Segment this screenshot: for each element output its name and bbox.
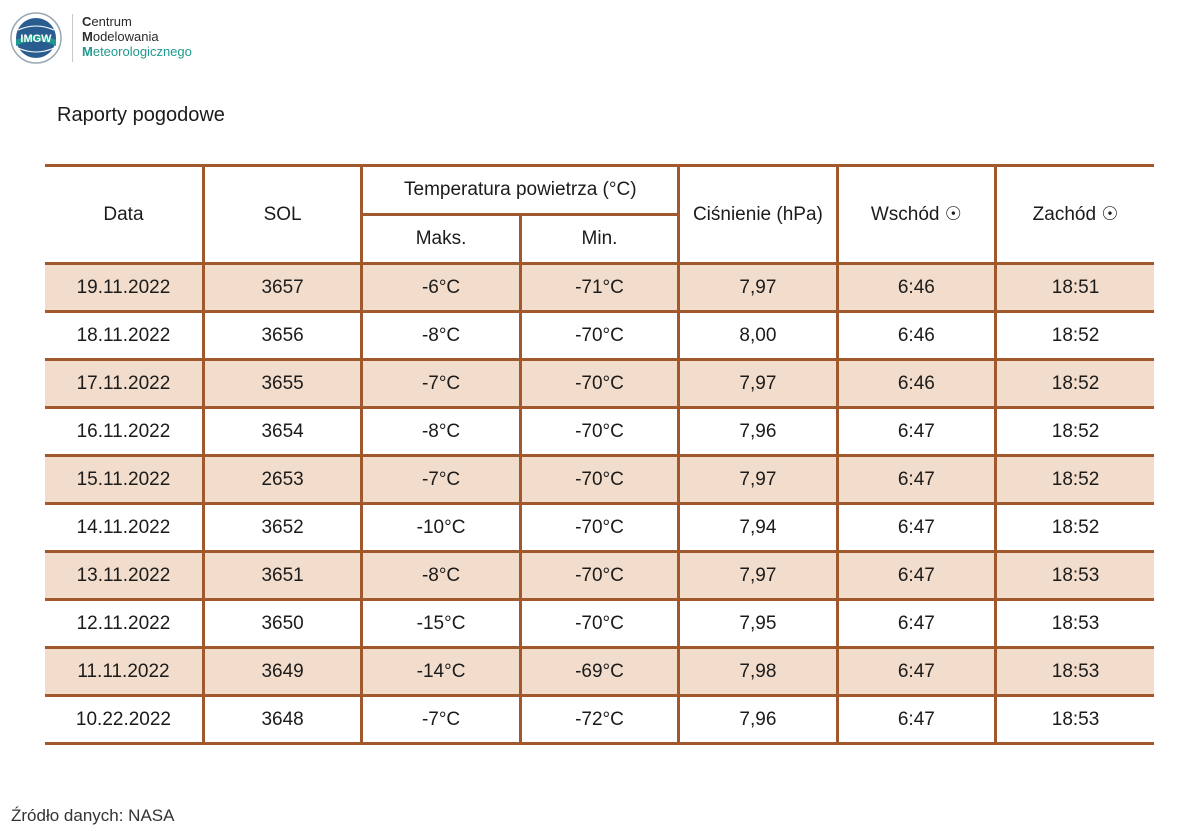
cell-sunset: 18:53 xyxy=(996,696,1154,744)
header-min: Min. xyxy=(520,215,678,264)
logo-divider xyxy=(72,14,73,62)
cell-sunrise: 6:47 xyxy=(837,696,995,744)
data-source: Źródło danych: NASA xyxy=(11,806,175,825)
cell-sunrise: 6:46 xyxy=(837,360,995,408)
cell-pressure: 8,00 xyxy=(679,312,837,360)
header-sunset: Zachód ☉ xyxy=(996,166,1154,264)
cell-sunrise: 6:47 xyxy=(837,552,995,600)
cell-temp-max: -14°C xyxy=(362,648,520,696)
cell-sunrise: 6:47 xyxy=(837,504,995,552)
table-row xyxy=(45,456,1154,504)
cell-pressure: 7,97 xyxy=(679,360,837,408)
cell-temp-max: -6°C xyxy=(362,264,520,312)
cell-date: 19.11.2022 xyxy=(45,264,203,312)
cell-sunrise: 6:46 xyxy=(837,312,995,360)
cell-temp-max: -15°C xyxy=(362,600,520,648)
header-sunrise: Wschód ☉ xyxy=(837,166,995,264)
header-date: Data xyxy=(45,166,203,264)
cell-pressure: 7,97 xyxy=(679,264,837,312)
cell-date: 11.11.2022 xyxy=(45,648,203,696)
cell-sunrise: 6:47 xyxy=(837,408,995,456)
cell-temp-min: -71°C xyxy=(520,264,678,312)
cell-sunset: 18:51 xyxy=(996,264,1154,312)
cell-temp-max: -7°C xyxy=(362,360,520,408)
cell-temp-min: -70°C xyxy=(520,360,678,408)
cell-temp-max: -8°C xyxy=(362,408,520,456)
cell-temp-min: -70°C xyxy=(520,312,678,360)
table-row xyxy=(45,504,1154,552)
table-row xyxy=(45,360,1154,408)
cell-temp-min: -70°C xyxy=(520,504,678,552)
cell-pressure: 7,95 xyxy=(679,600,837,648)
cell-sunrise: 6:47 xyxy=(837,648,995,696)
cell-temp-min: -72°C xyxy=(520,696,678,744)
cell-sol: 3648 xyxy=(203,696,361,744)
cell-temp-min: -69°C xyxy=(520,648,678,696)
header-pressure: Ciśnienie (hPa) xyxy=(679,166,837,264)
cell-sunset: 18:52 xyxy=(996,360,1154,408)
cell-pressure: 7,97 xyxy=(679,552,837,600)
cell-temp-max: -10°C xyxy=(362,504,520,552)
cell-sol: 3649 xyxy=(203,648,361,696)
table-row xyxy=(45,408,1154,456)
cell-sol: 3655 xyxy=(203,360,361,408)
page-title: Raporty pogodowe xyxy=(57,104,225,126)
cell-pressure: 7,97 xyxy=(679,456,837,504)
cell-sunrise: 6:47 xyxy=(837,600,995,648)
cell-date: 15.11.2022 xyxy=(45,456,203,504)
cell-sol: 3656 xyxy=(203,312,361,360)
cell-temp-min: -70°C xyxy=(520,552,678,600)
cell-temp-max: -8°C xyxy=(362,312,520,360)
cell-date: 18.11.2022 xyxy=(45,312,203,360)
table-row xyxy=(45,696,1154,744)
cell-pressure: 7,94 xyxy=(679,504,837,552)
cell-temp-min: -70°C xyxy=(520,408,678,456)
logo-badge-text: IMGW xyxy=(20,33,52,45)
header-sol: SOL xyxy=(203,166,361,264)
logo-text: Centrum Modelowania Meteorologicznego xyxy=(82,14,192,59)
cell-temp-max: -7°C xyxy=(362,456,520,504)
table-row xyxy=(45,648,1154,696)
cell-sunrise: 6:47 xyxy=(837,456,995,504)
cell-date: 10.22.2022 xyxy=(45,696,203,744)
table-row xyxy=(45,312,1154,360)
header xyxy=(10,10,310,66)
cell-pressure: 7,98 xyxy=(679,648,837,696)
cell-sunset: 18:53 xyxy=(996,600,1154,648)
cell-sol: 3651 xyxy=(203,552,361,600)
table-row xyxy=(45,552,1154,600)
cell-date: 14.11.2022 xyxy=(45,504,203,552)
cell-sol: 3652 xyxy=(203,504,361,552)
cell-sunset: 18:52 xyxy=(996,312,1154,360)
cell-pressure: 7,96 xyxy=(679,408,837,456)
cell-temp-min: -70°C xyxy=(520,456,678,504)
cell-date: 16.11.2022 xyxy=(45,408,203,456)
weather-report-table xyxy=(45,164,1154,745)
cell-sol: 2653 xyxy=(203,456,361,504)
table-row xyxy=(45,600,1154,648)
cell-date: 13.11.2022 xyxy=(45,552,203,600)
cell-sunset: 18:52 xyxy=(996,504,1154,552)
cell-temp-max: -7°C xyxy=(362,696,520,744)
imgw-logo xyxy=(10,12,62,64)
cell-sol: 3657 xyxy=(203,264,361,312)
cell-sunset: 18:52 xyxy=(996,456,1154,504)
cell-temp-max: -8°C xyxy=(362,552,520,600)
header-temperature: Temperatura powietrza (°C) xyxy=(362,166,679,215)
cell-sunset: 18:52 xyxy=(996,408,1154,456)
cell-sol: 3654 xyxy=(203,408,361,456)
cell-sunset: 18:53 xyxy=(996,552,1154,600)
cell-pressure: 7,96 xyxy=(679,696,837,744)
cell-date: 12.11.2022 xyxy=(45,600,203,648)
table-row xyxy=(45,264,1154,312)
cell-date: 17.11.2022 xyxy=(45,360,203,408)
cell-temp-min: -70°C xyxy=(520,600,678,648)
header-max: Maks. xyxy=(362,215,520,264)
cell-sunrise: 6:46 xyxy=(837,264,995,312)
cell-sol: 3650 xyxy=(203,600,361,648)
table-body xyxy=(45,264,1154,744)
cell-sunset: 18:53 xyxy=(996,648,1154,696)
